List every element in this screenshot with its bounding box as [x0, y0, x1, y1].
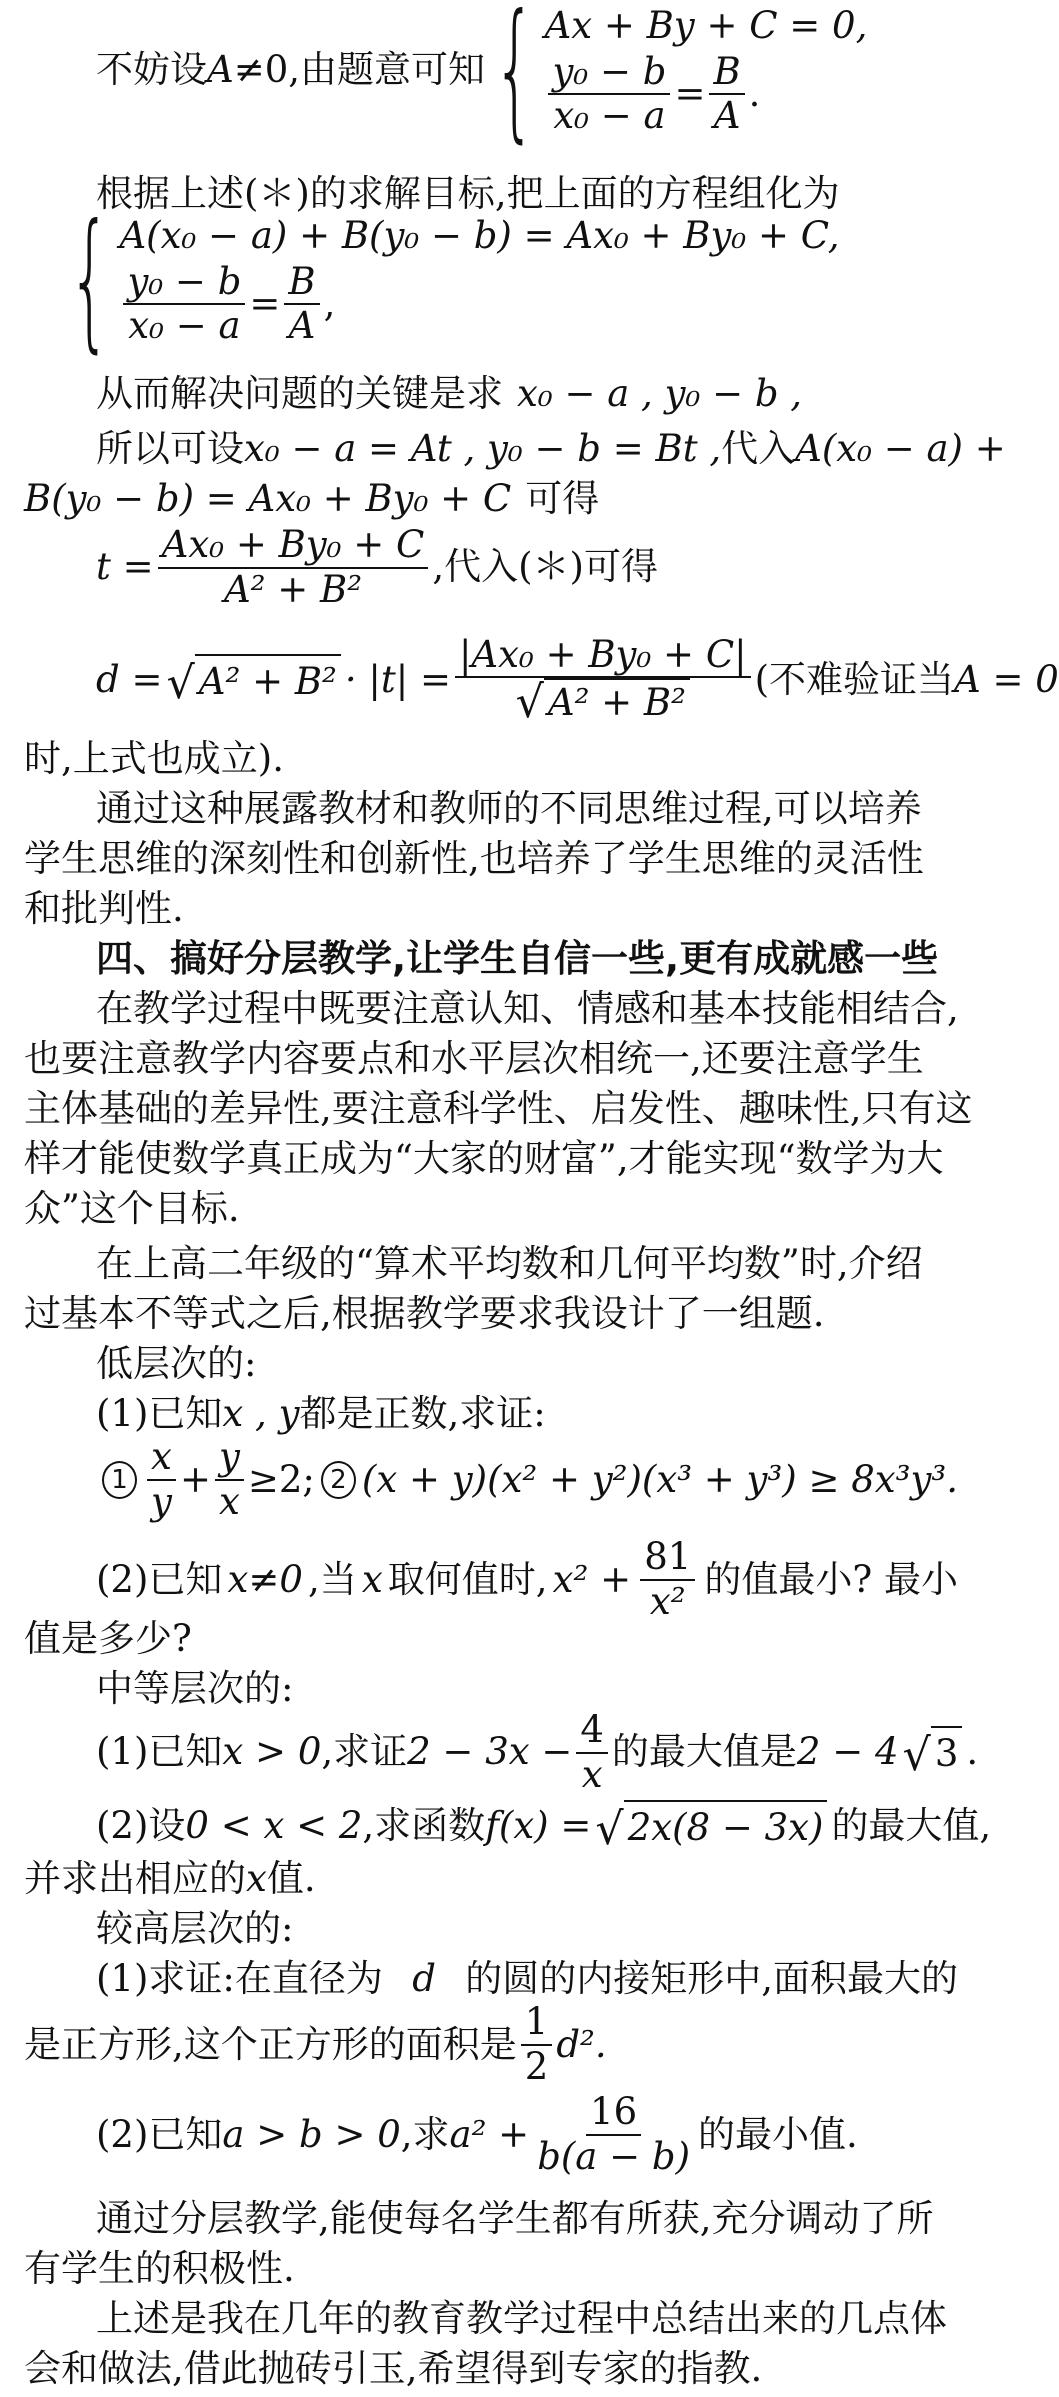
math: x² +	[552, 1557, 632, 1601]
text: 通过分层教学,能使每名学生都有所获,充分调动了所	[96, 2197, 934, 2240]
paragraph-line	[24, 1035, 958, 1083]
paragraph-line	[24, 1615, 958, 1663]
paragraph-line	[24, 1185, 958, 1233]
fraction: $\frac{16}{b(a - b)}$	[537, 2090, 691, 2178]
math: 2 − 3x −	[407, 1730, 573, 1774]
paragraph-line	[24, 835, 958, 883]
text: ,当	[308, 1557, 357, 1601]
fraction: $\frac{81}{\text{x²}}$	[640, 1536, 695, 1623]
text: (2)已知	[96, 1557, 223, 1601]
text: 并求出相应的	[24, 1857, 246, 1900]
text: 是正方形,这个正方形的面积是	[24, 2022, 517, 2066]
text: 学生思维的深刻性和创新性,也培养了学生思维的灵活性	[24, 837, 924, 880]
inequality-line	[96, 1430, 958, 1530]
text: (1)求证:在直径为	[96, 1957, 383, 2000]
text: 较高层次的:	[96, 1907, 294, 1950]
paragraph-line	[24, 2245, 958, 2293]
system-1-line	[96, 0, 958, 157]
paragraph-line	[96, 1240, 958, 1288]
math: t =	[96, 545, 154, 589]
text: 都是正数,求证:	[299, 1392, 546, 1435]
fraction: $\frac{x}{y}$	[147, 1436, 176, 1523]
brace: {	[493, 0, 537, 157]
text: 过基本不等式之后,根据教学要求我设计了一组题.	[24, 1292, 825, 1335]
text: 不妨设	[96, 47, 207, 91]
math: x	[361, 1557, 383, 1601]
paragraph-line	[24, 1995, 958, 2095]
text: 也要注意教学内容要点和水平层次相统一,还要注意学生	[24, 1037, 924, 1080]
equation-system: Ax + By + C = 0, $\frac{\text{y₀ − b}}{\text{x₀ − a}}$ = $\frac{B}{A}$ .	[544, 4, 868, 138]
math: x₀ − a = At , y₀ − b = Bt ,	[244, 427, 722, 470]
text: 中等层次的:	[96, 1667, 294, 1710]
text: 的最小值.	[698, 2112, 858, 2156]
problem-line	[96, 1705, 979, 1800]
paragraph-line	[24, 1135, 958, 1183]
t-formula-line	[96, 520, 958, 615]
math: A = 0	[954, 657, 1059, 701]
section-heading	[96, 935, 958, 983]
problem-line	[96, 1800, 992, 1855]
text: 样才能使数学真正成为“大家的财富”,才能实现“数学为大	[24, 1137, 944, 1180]
text: 代入	[721, 427, 796, 470]
text: 的最大值是	[611, 1730, 797, 1774]
math: x≠0	[227, 1557, 303, 1601]
text: 值.	[266, 1857, 316, 1900]
text: 时,上式也成立).	[24, 737, 284, 780]
paragraph-line	[96, 425, 1006, 473]
math: A	[207, 47, 234, 91]
heading-text: 四、搞好分层教学,让学生自信一些,更有成就感一些	[96, 937, 939, 980]
math: a > b > 0	[222, 2112, 401, 2156]
fraction: $\frac{y}{x}$	[215, 1436, 244, 1523]
text: 的圆的内接矩形中,面积最大的	[465, 1957, 958, 2000]
fraction: $\frac{\text{y₀ − b}}{\text{x₀ − a}}$	[123, 261, 245, 348]
sqrt: √ 2x(8 − 3x)	[595, 1800, 827, 1852]
math: x	[246, 1857, 267, 1900]
fraction: $\frac{4}{x}$	[576, 1709, 608, 1796]
fraction: $\frac{B}{A}$	[709, 51, 744, 138]
fraction: $\frac{\text{Ax₀ + By₀ + C}}{\text{A² + B²}}$	[158, 524, 429, 611]
equation: A(x₀ − a) + B(y₀ − b) = Ax₀ + By₀ + C,	[119, 214, 840, 258]
paragraph-line	[96, 985, 958, 1033]
text: 低层次的:	[96, 1342, 257, 1385]
paragraph-line	[96, 785, 958, 833]
text: 和批判性.	[24, 887, 184, 930]
math: x₀ − a , y₀ − b ,	[517, 372, 803, 415]
math: B(y₀ − b) = Ax₀ + By₀ + C	[24, 477, 512, 520]
text: ,代入(＊)可得	[432, 545, 658, 589]
text: (2)已知	[96, 2112, 223, 2156]
text: ,求证	[321, 1730, 408, 1774]
text: 通过这种展露教材和教师的不同思维过程,可以培养	[96, 787, 922, 830]
text: 所以可设	[96, 427, 244, 470]
math: A(x₀ − a) +	[795, 427, 1006, 470]
text: ,求函数	[362, 1804, 486, 1847]
math: a² +	[449, 2112, 530, 2156]
paragraph-line	[96, 170, 958, 218]
sqrt: √ 3	[903, 1726, 963, 1778]
math: · |t| =	[344, 657, 451, 701]
text: (不难验证当	[754, 657, 955, 701]
text: 根据上述(＊)的求解目标,把上面的方程组化为	[96, 172, 840, 215]
math: (x + y)(x² + y²)(x³ + y³) ≥ 8x³y³.	[361, 1457, 958, 1501]
text: 从而解决问题的关键是求	[96, 372, 503, 415]
math: x > 0	[222, 1730, 322, 1774]
circled-number: 1	[102, 1461, 137, 1499]
text: 值是多少?	[24, 1617, 192, 1660]
sqrt: √ A² + B²	[166, 654, 340, 706]
fraction: |Ax₀ + By₀ + C| √ A² + B²	[455, 634, 751, 726]
equation: Ax + By + C = 0,	[544, 4, 868, 48]
text: 取何值时,	[387, 1557, 548, 1601]
text: 的值最小? 最小	[704, 1557, 958, 1601]
text: 会和做法,借此抛砖引玉,希望得到专家的指教.	[24, 2347, 763, 2390]
math: 2 − 4	[796, 1730, 899, 1774]
paragraph-line	[24, 1855, 958, 1903]
fraction: $\frac{B}{A}$	[284, 261, 319, 348]
text: (2)设	[96, 1804, 186, 1847]
math: ≥2;	[247, 1457, 315, 1501]
text: ,求	[400, 2112, 450, 2156]
text: 主体基础的差异性,要注意科学性、启发性、趣味性,只有这	[24, 1087, 973, 1130]
math: 0 < x < 2	[185, 1804, 363, 1847]
fraction: $\frac{1}{2}$	[521, 2001, 553, 2088]
text: 的最大值,	[831, 1804, 992, 1847]
math: d².	[556, 2022, 607, 2066]
text: 有学生的积极性.	[24, 2247, 295, 2290]
math: f(x) =	[485, 1804, 592, 1847]
text: 可得	[525, 477, 600, 520]
math: d =	[96, 657, 163, 701]
math: .	[966, 1730, 979, 1774]
text: 在教学过程中既要注意认知、情感和基本技能相结合,	[96, 987, 959, 1030]
d-formula-line	[96, 625, 1059, 735]
brace: {	[68, 193, 112, 367]
circled-number: 2	[321, 1461, 356, 1499]
paragraph-line	[24, 1290, 958, 1338]
math: d	[412, 1957, 436, 2000]
text: 在上高二年级的“算术平均数和几何平均数”时,介绍	[96, 1242, 923, 1285]
text: ≠0,由题意可知	[233, 47, 486, 91]
paragraph-line	[96, 2195, 958, 2243]
level-label	[96, 1905, 958, 1953]
text: (1)已知	[96, 1730, 223, 1774]
level-label	[96, 1340, 958, 1388]
paragraph-line	[96, 2295, 958, 2343]
problem-line	[96, 2085, 958, 2185]
paragraph-line	[24, 735, 958, 783]
paragraph-line	[24, 1085, 973, 1133]
fraction: $\frac{\text{y₀ − b}}{\text{x₀ − a}}$	[548, 51, 670, 138]
text: 众”这个目标.	[24, 1187, 240, 1230]
paragraph-line	[96, 370, 958, 418]
math: +	[179, 1457, 211, 1501]
paragraph-line	[24, 475, 958, 523]
paragraph-line	[24, 885, 958, 933]
paragraph-line	[24, 2345, 958, 2393]
equation-system: A(x₀ − a) + B(y₀ − b) = Ax₀ + By₀ + C, $\frac{\text{y₀ − b}}{\text{x₀ − a}}$ = $\frac{B}{A}$ ,	[119, 214, 840, 348]
math: x , y	[222, 1392, 300, 1435]
text: 上述是我在几年的教育教学过程中总结出来的几点体	[96, 2297, 947, 2340]
text: (1)已知	[96, 1392, 223, 1435]
